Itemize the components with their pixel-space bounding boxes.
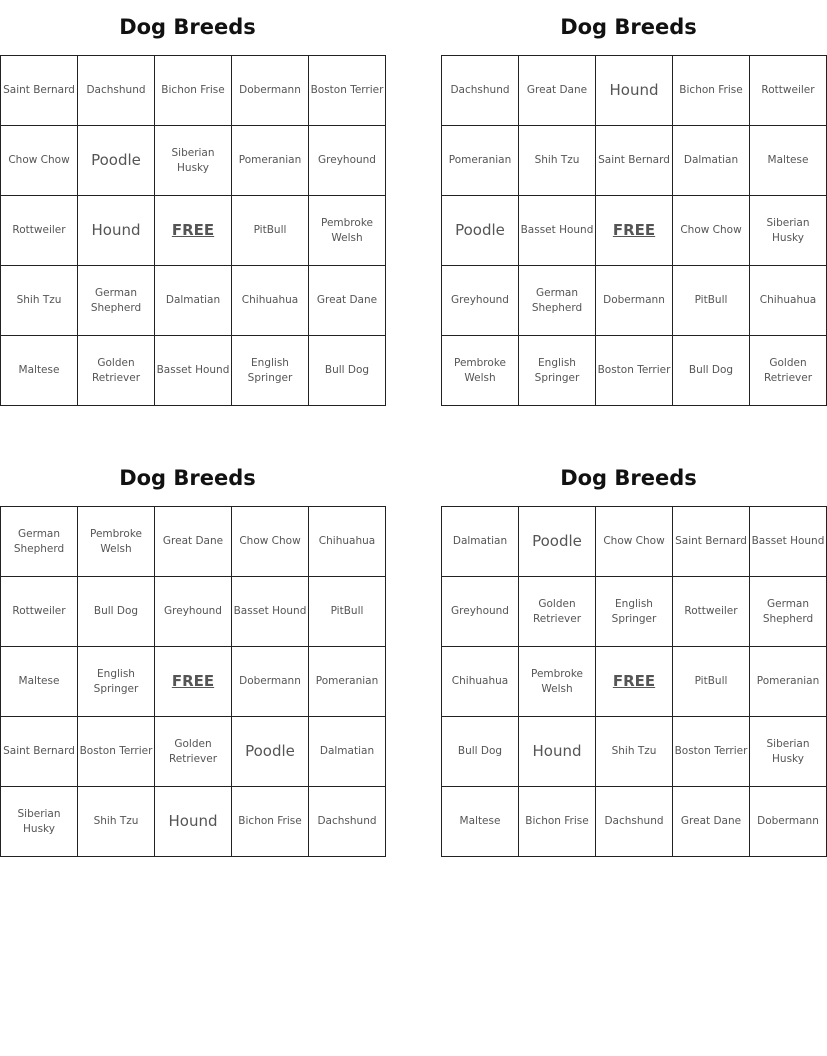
bingo-card-4 bbox=[441, 451, 825, 857]
bingo-cell: PitBull bbox=[309, 577, 386, 647]
bingo-cell: Shih Tzu bbox=[596, 717, 673, 787]
bingo-row bbox=[1, 647, 386, 717]
bingo-cell: German Shepherd bbox=[1, 507, 78, 577]
bingo-cell: Boston Terrier bbox=[673, 717, 750, 787]
bingo-cell: Dachshund bbox=[309, 787, 386, 857]
bingo-cell: Golden Retriever bbox=[519, 577, 596, 647]
bingo-cell: Golden Retriever bbox=[155, 717, 232, 787]
bingo-row bbox=[1, 196, 386, 266]
bingo-row bbox=[442, 196, 827, 266]
bingo-cell: Bichon Frise bbox=[155, 56, 232, 126]
bingo-cell: Siberian Husky bbox=[155, 126, 232, 196]
bingo-cell: Great Dane bbox=[155, 507, 232, 577]
bingo-cell: Poodle bbox=[519, 507, 596, 577]
bingo-row bbox=[442, 577, 827, 647]
bingo-cell: Great Dane bbox=[309, 266, 386, 336]
bingo-cell: Pembroke Welsh bbox=[78, 507, 155, 577]
bingo-cell: Bichon Frise bbox=[519, 787, 596, 857]
bingo-cell: Bull Dog bbox=[673, 336, 750, 406]
bingo-cell: German Shepherd bbox=[519, 266, 596, 336]
bingo-cell: Bichon Frise bbox=[673, 56, 750, 126]
bingo-cell: Dalmatian bbox=[673, 126, 750, 196]
bingo-cell: Bull Dog bbox=[309, 336, 386, 406]
bingo-cell: Golden Retriever bbox=[78, 336, 155, 406]
bingo-cell: Dalmatian bbox=[442, 507, 519, 577]
bingo-cell: Poodle bbox=[232, 717, 309, 787]
bingo-cell: Hound bbox=[155, 787, 232, 857]
bingo-cell: Hound bbox=[519, 717, 596, 787]
bingo-row bbox=[1, 787, 386, 857]
free-space: FREE bbox=[155, 647, 232, 717]
bingo-cell: Boston Terrier bbox=[596, 336, 673, 406]
bingo-cell: Maltese bbox=[1, 336, 78, 406]
bingo-row bbox=[1, 126, 386, 196]
bingo-cell: English Springer bbox=[78, 647, 155, 717]
bingo-cell: Pembroke Welsh bbox=[519, 647, 596, 717]
bingo-row bbox=[442, 787, 827, 857]
bingo-cell: Chihuahua bbox=[232, 266, 309, 336]
bingo-cell: Basset Hound bbox=[750, 507, 827, 577]
bingo-row bbox=[442, 56, 827, 126]
bingo-cell: Pomeranian bbox=[442, 126, 519, 196]
bingo-row bbox=[1, 507, 386, 577]
bingo-grid bbox=[441, 55, 827, 406]
bingo-grid bbox=[0, 55, 386, 406]
card-title: Dog Breeds bbox=[119, 466, 256, 490]
bingo-cell: Dobermann bbox=[596, 266, 673, 336]
bingo-cell: Chow Chow bbox=[596, 507, 673, 577]
bingo-cell: Maltese bbox=[442, 787, 519, 857]
bingo-row bbox=[1, 266, 386, 336]
bingo-cell: Bull Dog bbox=[78, 577, 155, 647]
bingo-cell: Dalmatian bbox=[309, 717, 386, 787]
bingo-cell: Rottweiler bbox=[673, 577, 750, 647]
bingo-row bbox=[1, 336, 386, 406]
bingo-row bbox=[1, 717, 386, 787]
bingo-cell: Great Dane bbox=[519, 56, 596, 126]
bingo-cell: Saint Bernard bbox=[1, 56, 78, 126]
bingo-cell: Bull Dog bbox=[442, 717, 519, 787]
bingo-row bbox=[442, 507, 827, 577]
bingo-cell: Dachshund bbox=[78, 56, 155, 126]
bingo-cell: English Springer bbox=[596, 577, 673, 647]
bingo-row bbox=[442, 647, 827, 717]
card-title: Dog Breeds bbox=[560, 15, 697, 39]
bingo-cell: Greyhound bbox=[155, 577, 232, 647]
bingo-cell: Boston Terrier bbox=[78, 717, 155, 787]
bingo-cell: Basset Hound bbox=[519, 196, 596, 266]
bingo-cell: Siberian Husky bbox=[750, 717, 827, 787]
bingo-cell: Poodle bbox=[442, 196, 519, 266]
bingo-cell: Golden Retriever bbox=[750, 336, 827, 406]
bingo-cell: Saint Bernard bbox=[596, 126, 673, 196]
bingo-cell: Rottweiler bbox=[1, 196, 78, 266]
card-title: Dog Breeds bbox=[119, 15, 256, 39]
bingo-cell: German Shepherd bbox=[750, 577, 827, 647]
bingo-cell: Great Dane bbox=[673, 787, 750, 857]
bingo-cell: Pomeranian bbox=[232, 126, 309, 196]
bingo-card-3 bbox=[0, 451, 379, 857]
bingo-cell: Dalmatian bbox=[155, 266, 232, 336]
bingo-row bbox=[1, 577, 386, 647]
bingo-cell: Greyhound bbox=[309, 126, 386, 196]
bingo-cell: Dobermann bbox=[232, 647, 309, 717]
bingo-cell: Basset Hound bbox=[155, 336, 232, 406]
bingo-cell: Chihuahua bbox=[750, 266, 827, 336]
bingo-cell: Saint Bernard bbox=[1, 717, 78, 787]
bingo-cell: Shih Tzu bbox=[519, 126, 596, 196]
bingo-cell: Hound bbox=[78, 196, 155, 266]
bingo-cell: Basset Hound bbox=[232, 577, 309, 647]
free-space: FREE bbox=[596, 647, 673, 717]
bingo-cell: Chihuahua bbox=[442, 647, 519, 717]
bingo-cell: German Shepherd bbox=[78, 266, 155, 336]
bingo-cell: Greyhound bbox=[442, 266, 519, 336]
bingo-cell: Shih Tzu bbox=[78, 787, 155, 857]
bingo-cell: Maltese bbox=[1, 647, 78, 717]
bingo-cell: Siberian Husky bbox=[750, 196, 827, 266]
bingo-card-1 bbox=[0, 0, 384, 406]
bingo-cell: Rottweiler bbox=[750, 56, 827, 126]
bingo-cell: Dachshund bbox=[596, 787, 673, 857]
bingo-cell: Greyhound bbox=[442, 577, 519, 647]
bingo-cell: Pembroke Welsh bbox=[309, 196, 386, 266]
bingo-row bbox=[442, 266, 827, 336]
bingo-cell: Poodle bbox=[78, 126, 155, 196]
bingo-row bbox=[442, 126, 827, 196]
bingo-cell: PitBull bbox=[673, 266, 750, 336]
bingo-cell: English Springer bbox=[519, 336, 596, 406]
bingo-row bbox=[442, 717, 827, 787]
bingo-cell: Bichon Frise bbox=[232, 787, 309, 857]
bingo-cell: PitBull bbox=[673, 647, 750, 717]
bingo-cell: Dobermann bbox=[232, 56, 309, 126]
bingo-grid bbox=[441, 506, 827, 857]
bingo-card-2 bbox=[441, 0, 816, 406]
free-space: FREE bbox=[155, 196, 232, 266]
bingo-cell: Saint Bernard bbox=[673, 507, 750, 577]
bingo-grid bbox=[0, 506, 386, 857]
bingo-cell: PitBull bbox=[232, 196, 309, 266]
bingo-cell: Dachshund bbox=[442, 56, 519, 126]
bingo-cell: Pomeranian bbox=[750, 647, 827, 717]
bingo-cell: Boston Terrier bbox=[309, 56, 386, 126]
bingo-cell: Siberian Husky bbox=[1, 787, 78, 857]
bingo-cell: Chihuahua bbox=[309, 507, 386, 577]
free-space: FREE bbox=[596, 196, 673, 266]
bingo-row bbox=[1, 56, 386, 126]
card-title: Dog Breeds bbox=[560, 466, 697, 490]
bingo-cell: Chow Chow bbox=[232, 507, 309, 577]
bingo-cell: Rottweiler bbox=[1, 577, 78, 647]
bingo-cell: English Springer bbox=[232, 336, 309, 406]
bingo-row bbox=[442, 336, 827, 406]
bingo-cell: Shih Tzu bbox=[1, 266, 78, 336]
bingo-cell: Pembroke Welsh bbox=[442, 336, 519, 406]
bingo-cell: Hound bbox=[596, 56, 673, 126]
bingo-cell: Pomeranian bbox=[309, 647, 386, 717]
bingo-cell: Chow Chow bbox=[673, 196, 750, 266]
bingo-cell: Dobermann bbox=[750, 787, 827, 857]
bingo-cell: Chow Chow bbox=[1, 126, 78, 196]
bingo-cell: Maltese bbox=[750, 126, 827, 196]
